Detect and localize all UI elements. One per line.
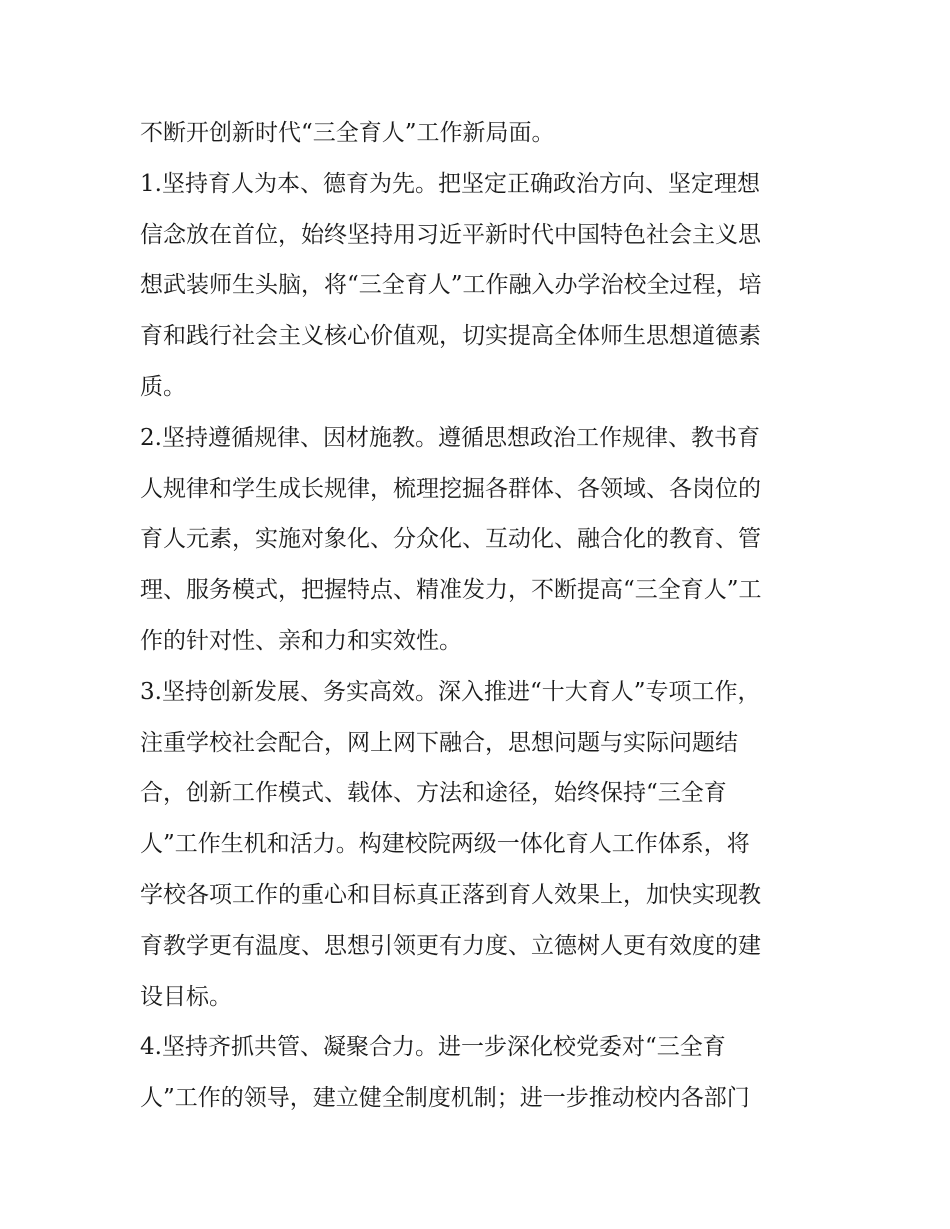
text-line: 育人元素，实施对象化、分众化、互动化、融合化的教育、管 bbox=[140, 526, 761, 553]
text-line: 质。 bbox=[140, 373, 186, 400]
text-line: 信念放在首位，始终坚持用习近平新时代中国特色社会主义思 bbox=[140, 221, 761, 248]
text-line: 作的针对性、亲和力和实效性。 bbox=[140, 627, 462, 654]
text-line: 理、服务模式，把握特点、精准发力，不断提高“三全育人”工 bbox=[140, 577, 762, 604]
text-line: 学校各项工作的重心和目标真正落到育人效果上，加快实现教 bbox=[140, 881, 761, 908]
text-line: 想武装师生头脑，将“三全育人”工作融入办学治校全过程，培 bbox=[140, 272, 762, 299]
text-line: 人”工作的领导，建立健全制度机制；进一步推动校内各部门 bbox=[140, 1085, 750, 1112]
text-line: 人”工作生机和活力。构建校院两级一体化育人工作体系，将 bbox=[140, 831, 750, 858]
document-body bbox=[140, 108, 820, 1124]
text-line: 合，创新工作模式、载体、方法和途径，始终保持“三全育 bbox=[140, 780, 727, 807]
text-line: 4.坚持齐抓共管、凝聚合力。进一步深化校党委对“三全育 bbox=[140, 1034, 726, 1061]
text-line: 育和践行社会主义核心价值观，切实提高全体师生思想道德素 bbox=[140, 323, 761, 350]
text-line: 3.坚持创新发展、务实高效。深入推进“十大育人”专项工作， bbox=[140, 678, 761, 705]
text-line: 2.坚持遵循规律、因材施教。遵循思想政治工作规律、教书育 bbox=[140, 424, 760, 451]
text-line: 人规律和学生成长规律，梳理挖掘各群体、各领域、各岗位的 bbox=[140, 475, 761, 502]
text-line: 设目标。 bbox=[140, 983, 232, 1010]
text-line: 1.坚持育人为本、德育为先。把坚定正确政治方向、坚定理想 bbox=[140, 170, 760, 197]
text-line: 育教学更有温度、思想引领更有力度、立德树人更有效度的建 bbox=[140, 932, 761, 959]
text-line: 注重学校社会配合，网上网下融合，思想问题与实际问题结 bbox=[140, 729, 738, 756]
text-line: 不断开创新时代“三全育人”工作新局面。 bbox=[140, 120, 555, 146]
